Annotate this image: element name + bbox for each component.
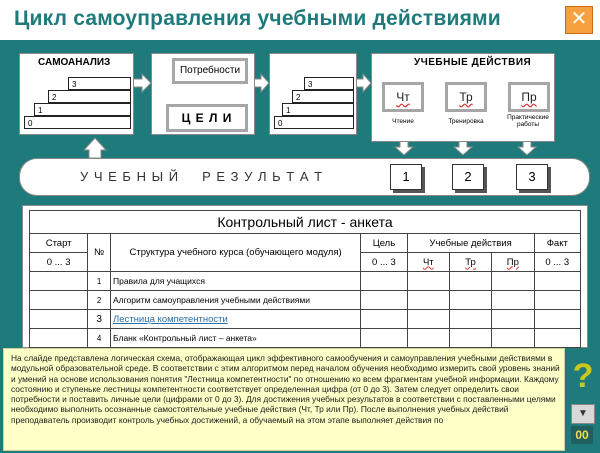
info-text: На слайде представлена логическая схема, отображающая цикл эффективного самообучения и самоуправления учебными действиями в модульной образовательной среде. В соответствии с этим алгоритмом перед началом обучения необходимо измерить свой уровень знаний и умений на основе использования понятия "Лестница компетентности" по отношению ко всем фрагментам учебной информации. Каждому состоянию и ступенькe лестницы компетентности соответствует определенная цифра (от 0 до 3). Затем следует определить свои потребности и поставить личные цели (цифрами от 0 до 3). Для достижения учебных результатов в соответствии с поставленными целями необходимо выполнить осознанные самостоятельные учебные действия (Чт, Тр или Пр). После выполнения учебных действий преподаватель производит контроль учебных достижений, а обучаемый на этом этапе выполняет действия по <box>11 353 560 425</box>
row-num: 3 <box>88 310 111 329</box>
competence-ladder-link[interactable]: Лестница компетентности <box>111 310 361 329</box>
arrow-down-icon <box>454 140 472 155</box>
result-number[interactable]: 1 <box>390 164 422 190</box>
action-caption: Чтение <box>392 118 414 125</box>
header-goal: Цель <box>361 234 407 253</box>
title-bar <box>0 0 600 40</box>
self-analysis-panel <box>19 53 134 135</box>
result-number[interactable]: 3 <box>516 164 548 190</box>
control-sheet-panel <box>22 205 588 348</box>
header-structure: Структура учебного курса (обучающего модуля) <box>111 234 361 272</box>
table-title: Контрольный лист - анкета <box>30 211 581 234</box>
row-text: Бланк «Контрольный лист – анкета» <box>111 329 361 348</box>
result-number[interactable]: 2 <box>452 164 484 190</box>
ladder-step[interactable]: 0 <box>24 116 131 129</box>
row-num: 2 <box>88 291 111 310</box>
header-action-training: Тр <box>449 253 491 272</box>
table-row <box>30 329 581 348</box>
header-action-reading: Чт <box>407 253 449 272</box>
page-title: Цикл самоуправления учебными действиями <box>14 7 501 30</box>
ladder-step[interactable]: 2 <box>48 90 131 103</box>
table-row <box>30 272 581 291</box>
goals-ladder-panel <box>269 53 357 135</box>
action-reading-button[interactable]: Чт <box>382 82 424 112</box>
action-caption: Практические работы <box>507 114 549 128</box>
self-analysis-title: САМОАНАЛИЗ <box>38 57 111 68</box>
fact-range: 0 ... 3 <box>534 253 581 272</box>
action-practice-button[interactable]: Пр <box>508 82 550 112</box>
info-panel <box>3 348 565 451</box>
header-actions: Учебные действия <box>407 234 534 253</box>
goal-range: 0 ... 3 <box>361 253 407 272</box>
needs-goals-panel <box>151 53 255 135</box>
needs-box[interactable]: Потребности <box>172 58 248 84</box>
learning-actions-panel <box>371 53 555 142</box>
arrow-down-icon <box>395 140 413 155</box>
scroll-down-button[interactable]: ▼ <box>571 404 595 424</box>
ladder-step[interactable]: 1 <box>34 103 131 116</box>
action-caption: Тренировка <box>448 118 484 125</box>
header-action-practice: Пр <box>492 253 534 272</box>
learning-result-bar <box>19 158 590 196</box>
learning-actions-title: УЧЕБНЫЕ ДЕЙСТВИЯ <box>414 57 532 68</box>
learning-result-label: У Ч Е Б Н Ы Й Р Е З У Л Ь Т А Т <box>80 169 324 184</box>
ladder-step[interactable]: 3 <box>68 77 131 90</box>
arrow-right-icon <box>253 74 269 92</box>
arrow-down-icon <box>518 140 536 155</box>
start-range: 0 ... 3 <box>30 253 88 272</box>
header-start: Старт <box>30 234 88 253</box>
row-text: Алгоритм самоуправления учебными действиями <box>111 291 361 310</box>
goals-box[interactable]: Ц Е Л И <box>166 104 248 132</box>
row-num: 1 <box>88 272 111 291</box>
row-text: Правила для учащихся <box>111 272 361 291</box>
arrow-right-icon <box>355 74 371 92</box>
row-num: 4 <box>88 329 111 348</box>
arrow-up-icon <box>84 138 106 158</box>
arrow-right-icon <box>132 74 151 92</box>
ladder-step[interactable]: 3 <box>304 77 354 90</box>
ladder-step[interactable]: 0 <box>274 116 354 129</box>
table-row <box>30 310 581 329</box>
table-row <box>30 291 581 310</box>
header-fact: Факт <box>534 234 581 253</box>
ladder-step[interactable]: 1 <box>282 103 354 116</box>
ladder-step[interactable]: 2 <box>292 90 354 103</box>
action-training-button[interactable]: Тр <box>445 82 487 112</box>
header-num: № <box>88 234 111 272</box>
close-button[interactable]: ✕ <box>565 6 593 34</box>
page-counter: 00 <box>571 426 593 444</box>
control-sheet-table <box>29 210 581 348</box>
help-button[interactable]: ? <box>572 357 594 395</box>
